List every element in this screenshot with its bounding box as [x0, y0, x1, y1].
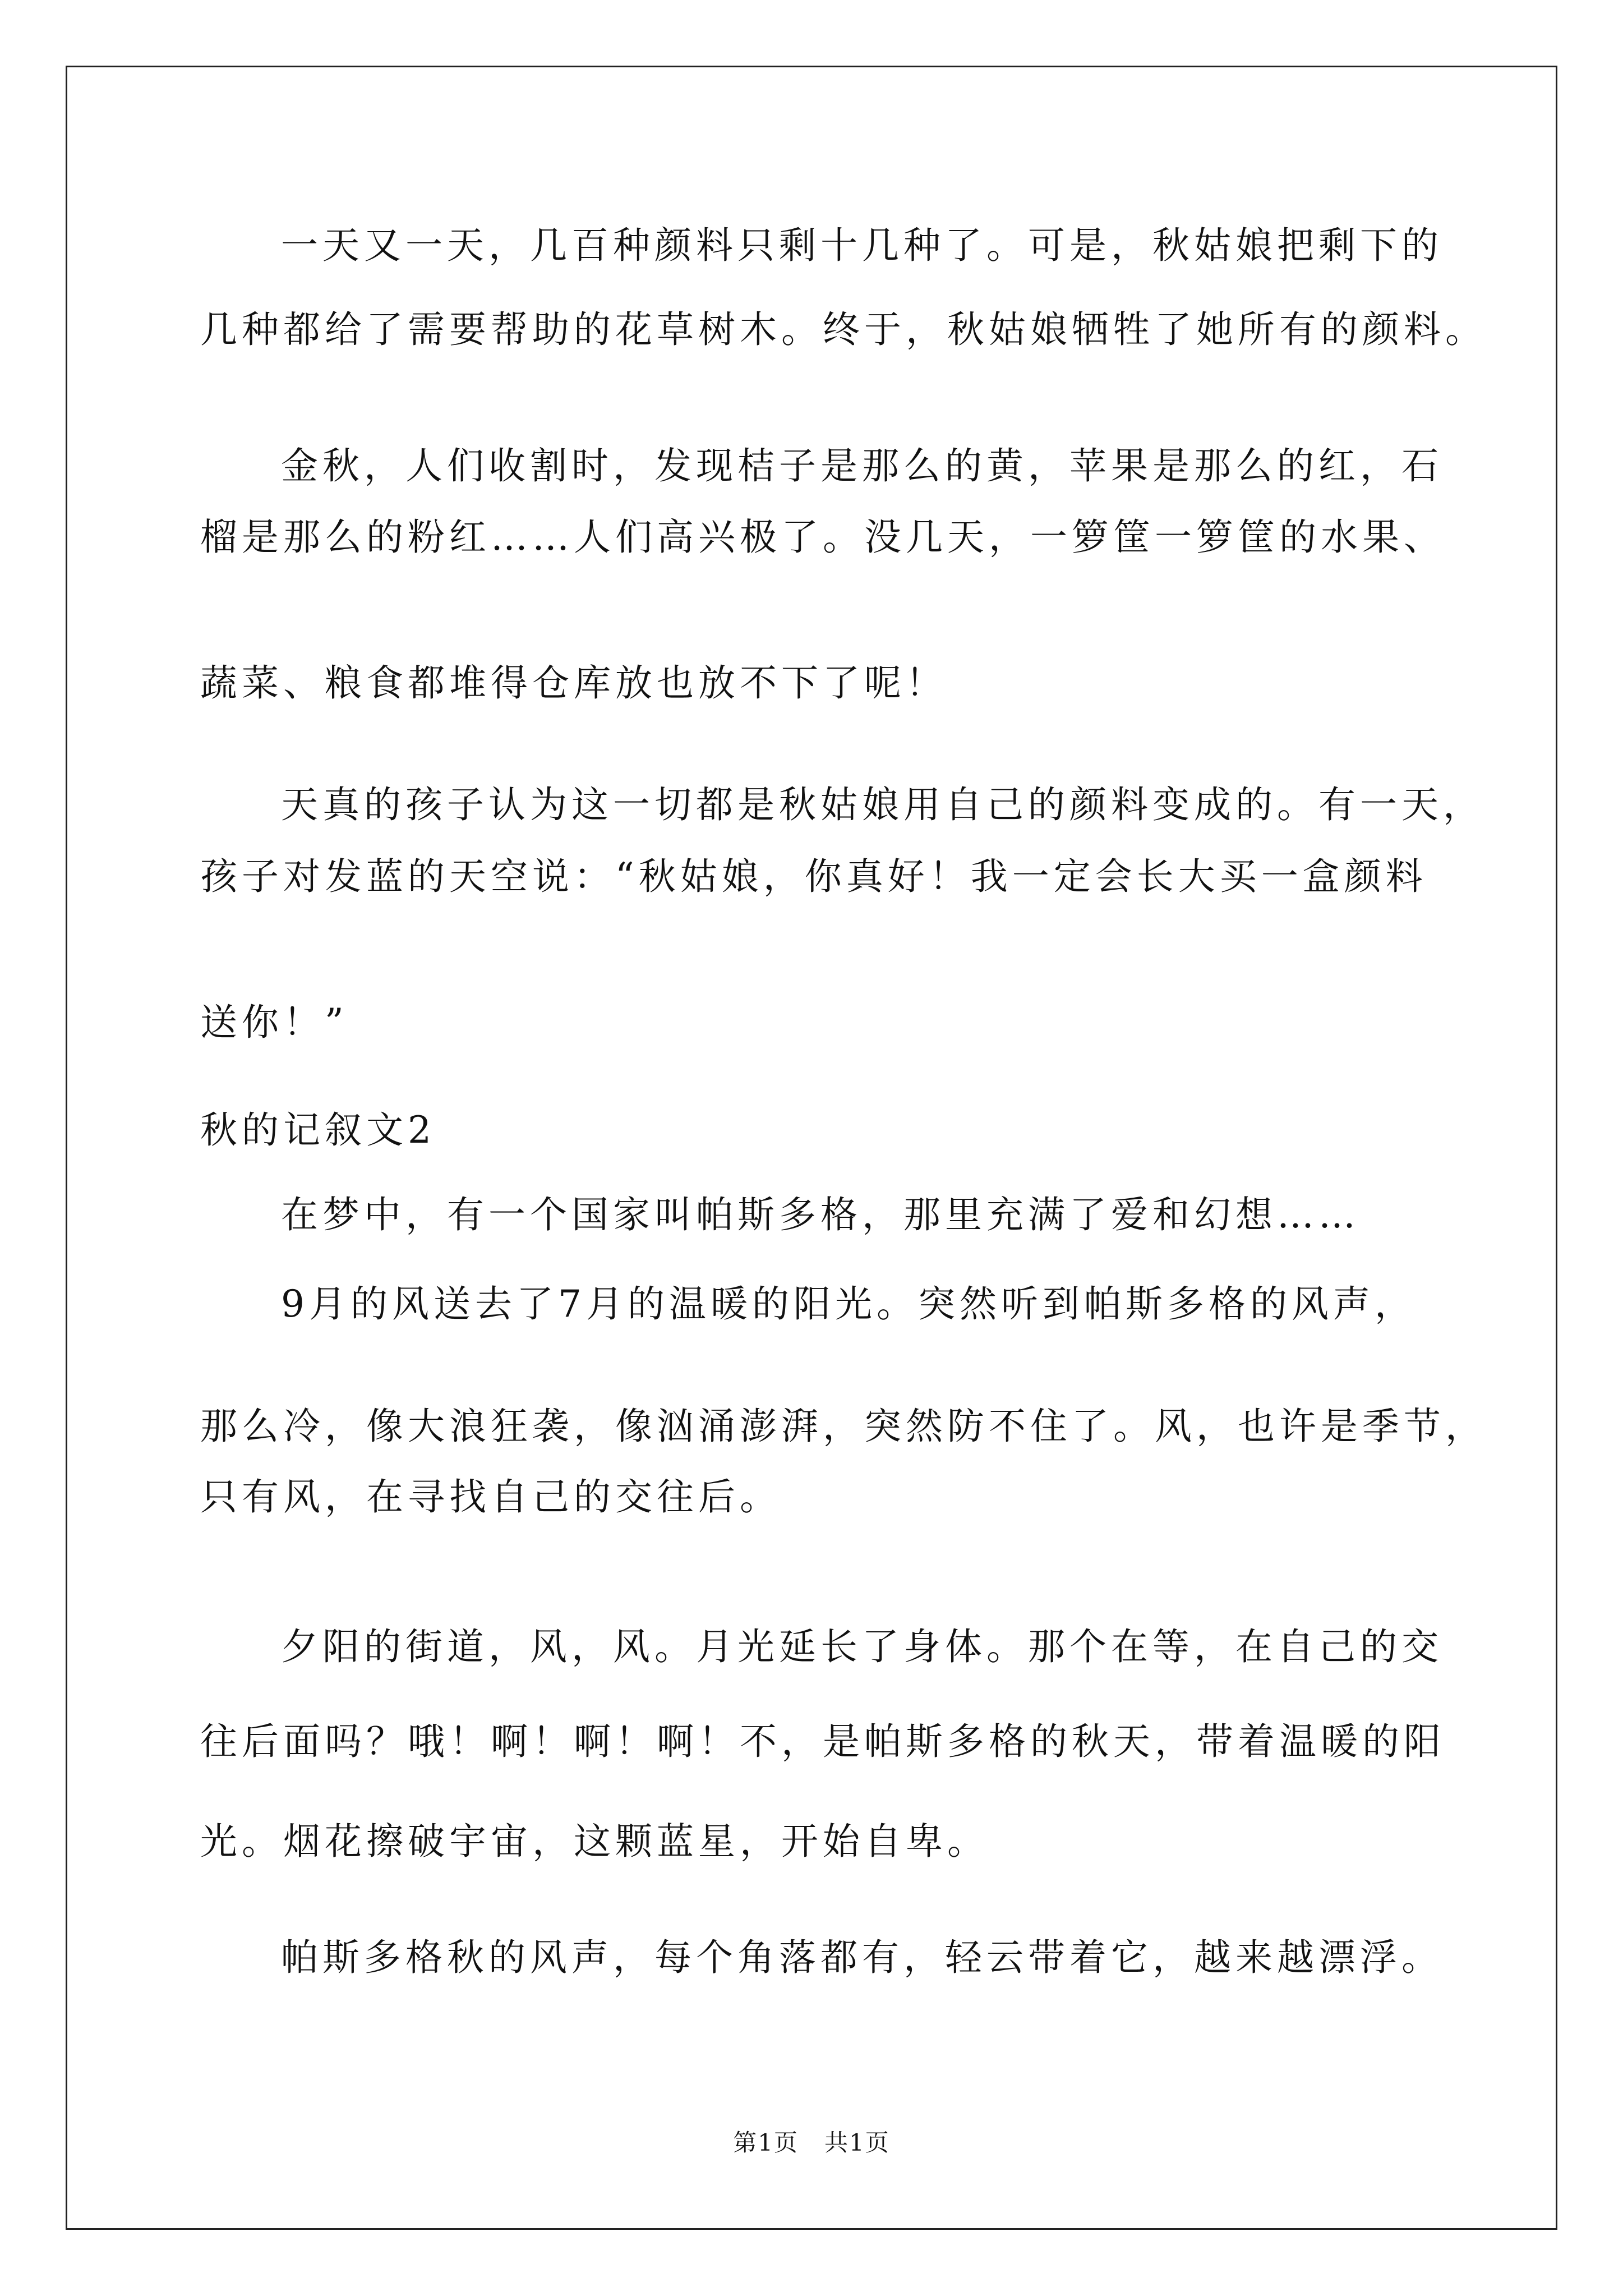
paragraph-line: 孩子对发蓝的天空说：“秋姑娘，你真好！我一定会长大买一盒颜料 [200, 855, 1427, 898]
paragraph-line: 只有风，在寻找自己的交往后。 [200, 1475, 781, 1519]
page-footer: 第1页 共1页 [733, 2129, 890, 2156]
paragraph-line: 金秋，人们收割时，发现桔子是那么的黄，苹果是那么的红，石 [281, 444, 1443, 487]
paragraph-line: 蔬菜、粮食都堆得仓库放也放不下了呢！ [200, 661, 947, 705]
paragraph-line: 几种都给了需要帮助的花草树木。终于，秋姑娘牺牲了她所有的颜料。 [200, 308, 1487, 351]
paragraph-line: 9月的风送去了7月的温暖的阳光。突然听到帕斯多格的风声， [281, 1282, 1416, 1326]
paragraph-line: 帕斯多格秋的风声，每个角落都有，轻云带着它，越来越漂浮。 [281, 1936, 1443, 1979]
paragraph-line: 在梦中，有一个国家叫帕斯多格，那里充满了爱和幻想…… [281, 1193, 1360, 1236]
paragraph-line: 光。烟花擦破宇宙，这颗蓝星，开始自卑。 [200, 1820, 989, 1863]
paragraph-line: 送你！” [200, 1001, 348, 1044]
paragraph-line: 天真的孩子认为这一切都是秋姑娘用自己的颜料变成的。有一天， [281, 783, 1484, 826]
paragraph-line: 一天又一天，几百种颜料只剩十几种了。可是，秋姑娘把剩下的 [281, 224, 1443, 267]
section-heading: 秋的记叙文2 [200, 1108, 436, 1152]
paragraph-line: 榴是那么的粉红……人们高兴极了。没几天，一箩筐一箩筐的水果、 [200, 516, 1445, 559]
paragraph-line: 那么冷，像大浪狂袭，像汹涌澎湃，突然防不住了。风，也许是季节， [200, 1405, 1487, 1448]
paragraph-line: 往后面吗？哦！啊！啊！啊！不，是帕斯多格的秋天，带着温暖的阳 [200, 1720, 1445, 1763]
paragraph-line: 夕阳的街道，风，风。月光延长了身体。那个在等，在自己的交 [281, 1625, 1443, 1668]
